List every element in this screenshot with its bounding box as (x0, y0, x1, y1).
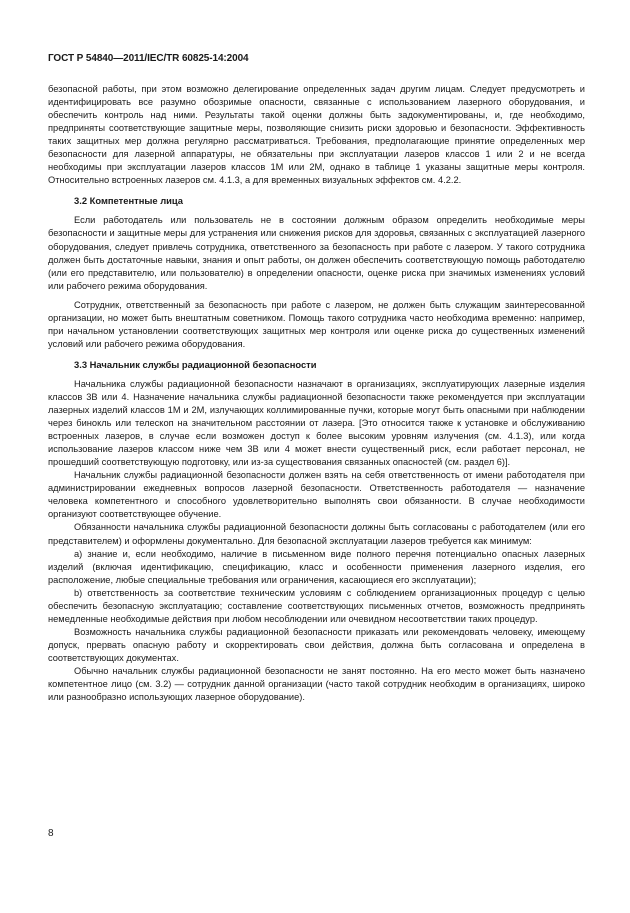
document-header: ГОСТ Р 54840—2011/IEC/TR 60825-14:2004 (48, 53, 249, 64)
list-item: а) знание и, если необходимо, наличие в письменном виде полного перечня потенциально опасных лазерных изделий (включая идентификацию, спецификацию, класс и особенности применения лазерного изделия, его расположение, любые специальные требования или ограничения, касающиеся его эксплуатации); (48, 548, 585, 585)
page-number: 8 (48, 828, 54, 839)
paragraph: Обязанности начальника службы радиационной безопасности должны быть согласованы с работодателем (или его представителем) и оформлены документально. Для безопасной эксплуатации лазеров требуется как минимум: (48, 522, 585, 546)
section-heading: 3.2 Компетентные лица (74, 195, 184, 207)
paragraph: Начальника службы радиационной безопасности назначают в организациях, эксплуатирующих лазерные изделия классов 3В или 4. Назначение начальника службы радиационной безопасности также рекомендуется при эксплуатации лазерных изделий классов 1М и 2М, излучающих коллимированные пучки, которые могут быть опасными при наблюдении через бинокль или телескоп на значительном расстоянии от лазера. [Это относится также к установке и обслуживанию встроенных лазеров, в случае если возможен доступ к более высоким уровням излучения (см. 4.1.3), или когда использование лазеров классом ниже чем 3В или 4 может внести существенный риск, если работает персонал, не прошедший соответствующую подготовку, или из-за существования связанных опасностей (см. раздел 6)]. (48, 378, 585, 468)
list-item: b) ответственность за соответствие техническим условиям с соблюдением организационных процедур с целью обеспечить безопасную эксплуатацию; составление соответствующих письменных отчетов, возможность предпринять немедленные необходимые действия при любом несоблюдении или очевидном несоответствии таких процедур. (48, 587, 585, 624)
paragraph: Начальник службы радиационной безопасности должен взять на себя ответственность от имени работодателя при администрировании ежедневных вопросов лазерной безопасности. Ответственность работодателя — назначение человека компетентного и способного удовлетворительно выполнять свои обязанности. В случае необходимости организуют соответствующее обучение. (48, 470, 585, 520)
section-heading: 3.3 Начальник службы радиационной безопасности (74, 358, 317, 370)
paragraph: Сотрудник, ответственный за безопасность при работе с лазером, не должен быть служащим заинтересованной организации, но может быть внештатным советником. Помощь такого сотрудника часто необходима временно: например, при начальном установлении соответствующих защитных мер контроля или оценке риска до существенных изменений условий или рабочего режима оборудования. (48, 299, 585, 349)
document-body (48, 83, 585, 704)
paragraph: Если работодатель или пользователь не в состоянии должным образом определить необходимые меры безопасности и защитные меры для устранения или снижения рисков для здоровья, связанных с эксплуатацией лазерного оборудования, следует привлечь сотрудника, ответственного за безопасность при работе с лазером. У такого сотрудника должен быть достаточные навыки, знания и опыт работы, он должен обеспечить соответствующую помощь работодателю (или его представителю, или пользователю) в определении опасности, оценке риска при значимых изменениях условий или рабочего режима оборудования. (48, 215, 585, 291)
paragraph: Возможность начальника службы радиационной безопасности приказать или рекомендовать человеку, имеющему допуск, прервать опасную работу и скорректировать свои действия, должна быть согласована и определена в соответствующих документах. (48, 626, 585, 663)
paragraph: безопасной работы, при этом возможно делегирование определенных задач другим лицам. Следует предусмотреть и идентифицировать все разумно обозримые опасности, связанные с использованием лазерного оборудования, и обеспечить контроль над ними. Результаты такой оценки должны быть задокументированы, и, где необходимо, предприняты соответствующие защитные меры, позволяющие снизить риски здоровью и безопасности. Эффективность таких защитных мер должна регулярно рассматриваться. Требования, предполагающие принятие определенных мер безопасности для лазерной аппаратуры, не обязательны при эксплуатации лазеров классов 1 или 2 и не всегда необходимы при эксплуатации лазеров классов 1М или 2М, однако в таблице 1 указаны защитные меры контроля. Относительно встроенных лазеров см. 4.1.3, а для временных визуальных эффектов см. 4.2.2. (48, 84, 585, 186)
paragraph: Обычно начальник службы радиационной безопасности не занят постоянно. На его место может быть назначено компетентное лицо (см. 3.2) — сотрудник данной организации (часто такой сотрудник необходим в организациях, широко или разнообразно использующих лазерное оборудование). (48, 665, 585, 703)
